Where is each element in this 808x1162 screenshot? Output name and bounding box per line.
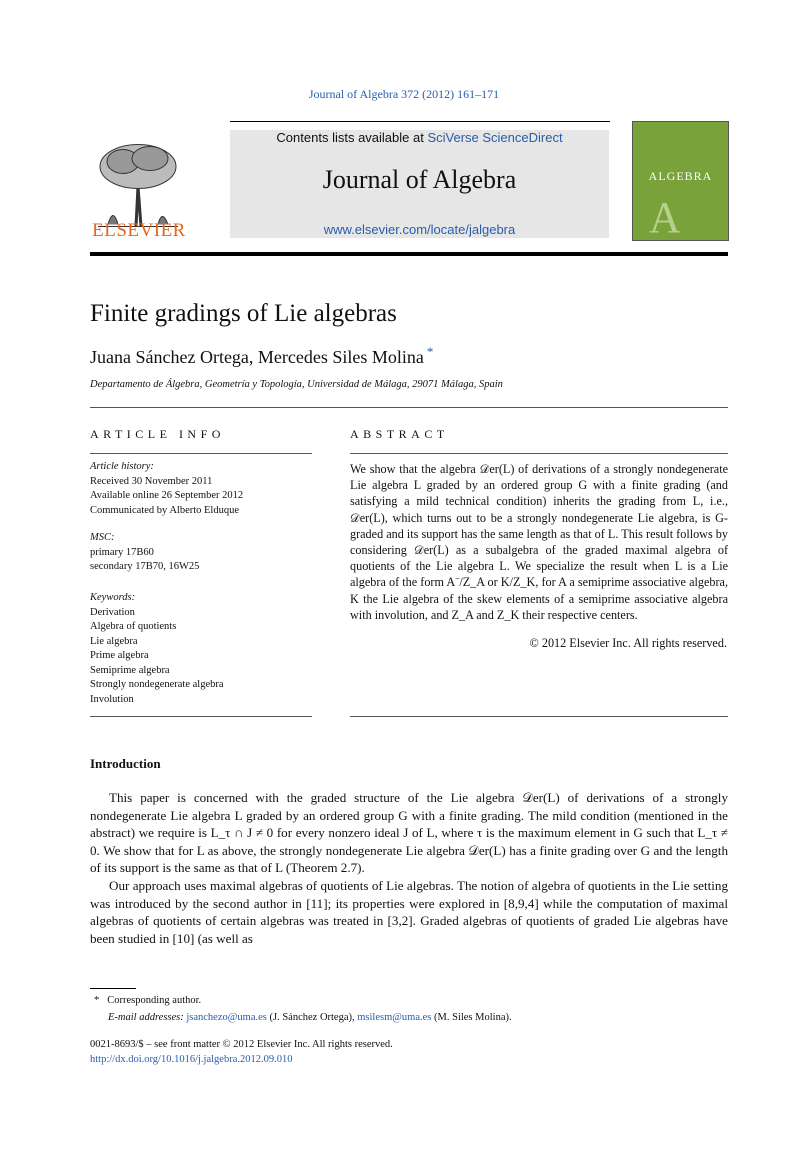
journal-reference-link[interactable]: Journal of Algebra 372 (2012) 161–171	[308, 87, 500, 101]
footnote-corresponding	[90, 995, 201, 1006]
article-history	[90, 460, 312, 518]
header-top-rule	[230, 121, 610, 122]
email-link-1[interactable]: jsanchezo@uma.es	[186, 1012, 267, 1023]
history-communicated: Communicated by Alberto Elduque	[90, 504, 240, 516]
contents-line	[230, 130, 609, 145]
email-owner-2: (M. Siles Molina).	[434, 1012, 512, 1023]
abstract-top-rule	[350, 453, 728, 454]
keyword: Derivation	[90, 606, 135, 618]
history-label: Article history:	[90, 461, 154, 472]
intro-paragraph-1: This paper is concerned with the graded structure of the Lie algebra 𝒟er(L) of derivations of a strongly nondegenerate Lie algebra L graded by an ordered group G with a finite grading. The mild condition (mentioned in the abstract) we require is L_τ ∩ J ≠ 0 for every nonzero ideal J of L, where τ is the maximum element in G such that L_τ ≠ 0. We show that for L as above, the strongly nondegenerate Lie algebra 𝒟er(L) has a finite grading over G and the length of its support is the same as that of L (Theorem 2.7).	[90, 790, 728, 876]
journal-cover-thumbnail[interactable]	[632, 121, 729, 241]
keyword: Strongly nondegenerate algebra	[90, 679, 224, 690]
introduction-heading: Introduction	[90, 756, 161, 771]
abstract-text: We show that the algebra 𝒟er(L) of derivations of a strongly nondegenerate Lie algebra L graded by an ordered group G with a finite grading (and satisfying a mild technical condition) inherits the grading from L, i.e., 𝒟er(L), which turns out to be a strongly nondegenerate Lie algebra, is G-graded and its support has the same length as that of L. This result follows by considering 𝒟er(L) as a subalgebra of the graded maximal algebra of quotients of the Lie algebra L. We specialize the result when L is a Lie algebra of the form A⁻/Z_A or K/Z_K, for A a semiprime associative algebra, K the Lie algebra of the skew elements of a semiprime associative algebra with involution, and Z_A and Z_K their respective centers.	[350, 462, 728, 622]
keyword: Involution	[90, 693, 134, 705]
corresponding-author-mark[interactable]: *	[426, 344, 434, 359]
keywords-label: Keywords:	[90, 592, 136, 603]
keywords-block	[90, 591, 312, 707]
keyword: Algebra of quotients	[90, 621, 177, 632]
email-owner-1: (J. Sánchez Ortega),	[269, 1012, 355, 1023]
footnote-emails	[108, 1012, 512, 1023]
info-bottom-rule	[90, 716, 312, 717]
email-label: E-mail addresses:	[108, 1012, 184, 1023]
history-online: Available online 26 September 2012	[90, 490, 244, 501]
article-info-heading: ARTICLE INFO	[90, 427, 225, 441]
footnote-mark: *	[94, 995, 100, 1006]
issn-line: 0021-8693/$ – see front matter © 2012 Elsevier Inc. All rights reserved.	[90, 1039, 393, 1050]
doi-link[interactable]: http://dx.doi.org/10.1016/j.jalgebra.2012.09.010	[90, 1054, 293, 1065]
keyword: Lie algebra	[90, 635, 138, 647]
msc-primary: primary 17B60	[90, 546, 154, 558]
abstract-copyright: © 2012 Elsevier Inc. All rights reserved.	[529, 636, 727, 650]
cover-title: ALGEBRA	[648, 169, 713, 183]
footnote-corresponding-text: Corresponding author.	[107, 995, 202, 1006]
article-title: Finite gradings of Lie algebras	[90, 300, 397, 327]
footnote-rule	[90, 988, 136, 989]
info-top-rule	[90, 453, 312, 454]
affiliation: Departamento de Álgebra, Geometría y Topología, Universidad de Málaga, 29071 Málaga, Spain	[90, 379, 503, 390]
keyword: Prime algebra	[90, 650, 149, 661]
sciencedirect-link[interactable]: SciVerse ScienceDirect	[427, 130, 563, 145]
affiliation-rule	[90, 407, 728, 408]
keyword: Semiprime algebra	[90, 664, 170, 676]
msc-secondary: secondary 17B70, 16W25	[90, 561, 200, 572]
journal-url-link[interactable]: www.elsevier.com/locate/jalgebra	[323, 222, 516, 237]
elsevier-wordmark: ELSEVIER	[92, 220, 186, 241]
introduction-body	[90, 789, 728, 947]
abstract-bottom-rule	[350, 716, 728, 717]
authors-text: Juana Sánchez Ortega, Mercedes Siles Molina	[90, 347, 424, 367]
msc-label: MSC:	[90, 532, 115, 543]
msc-block	[90, 531, 312, 575]
intro-paragraph-2: Our approach uses maximal algebras of quotients of Lie algebras. The notion of algebra of quotients in the Lie setting was introduced by the second author in [11]; its properties were explored in [8,9,4] while the computation of maximal algebras of quotients of certain algebras was treated in [3,2]. Graded algebras of quotients of graded Lie algebras have been studied in [10] (as well as	[90, 877, 728, 946]
history-received: Received 30 November 2011	[90, 475, 213, 487]
journal-title: Journal of Algebra	[322, 165, 517, 194]
email-link-2[interactable]: msilesm@uma.es	[357, 1012, 432, 1023]
contents-prefix: Contents lists available at	[276, 130, 428, 145]
abstract-heading: ABSTRACT	[350, 427, 449, 441]
author-list	[90, 344, 433, 368]
header-thick-rule	[90, 252, 728, 256]
cover-letter: A	[649, 193, 681, 241]
